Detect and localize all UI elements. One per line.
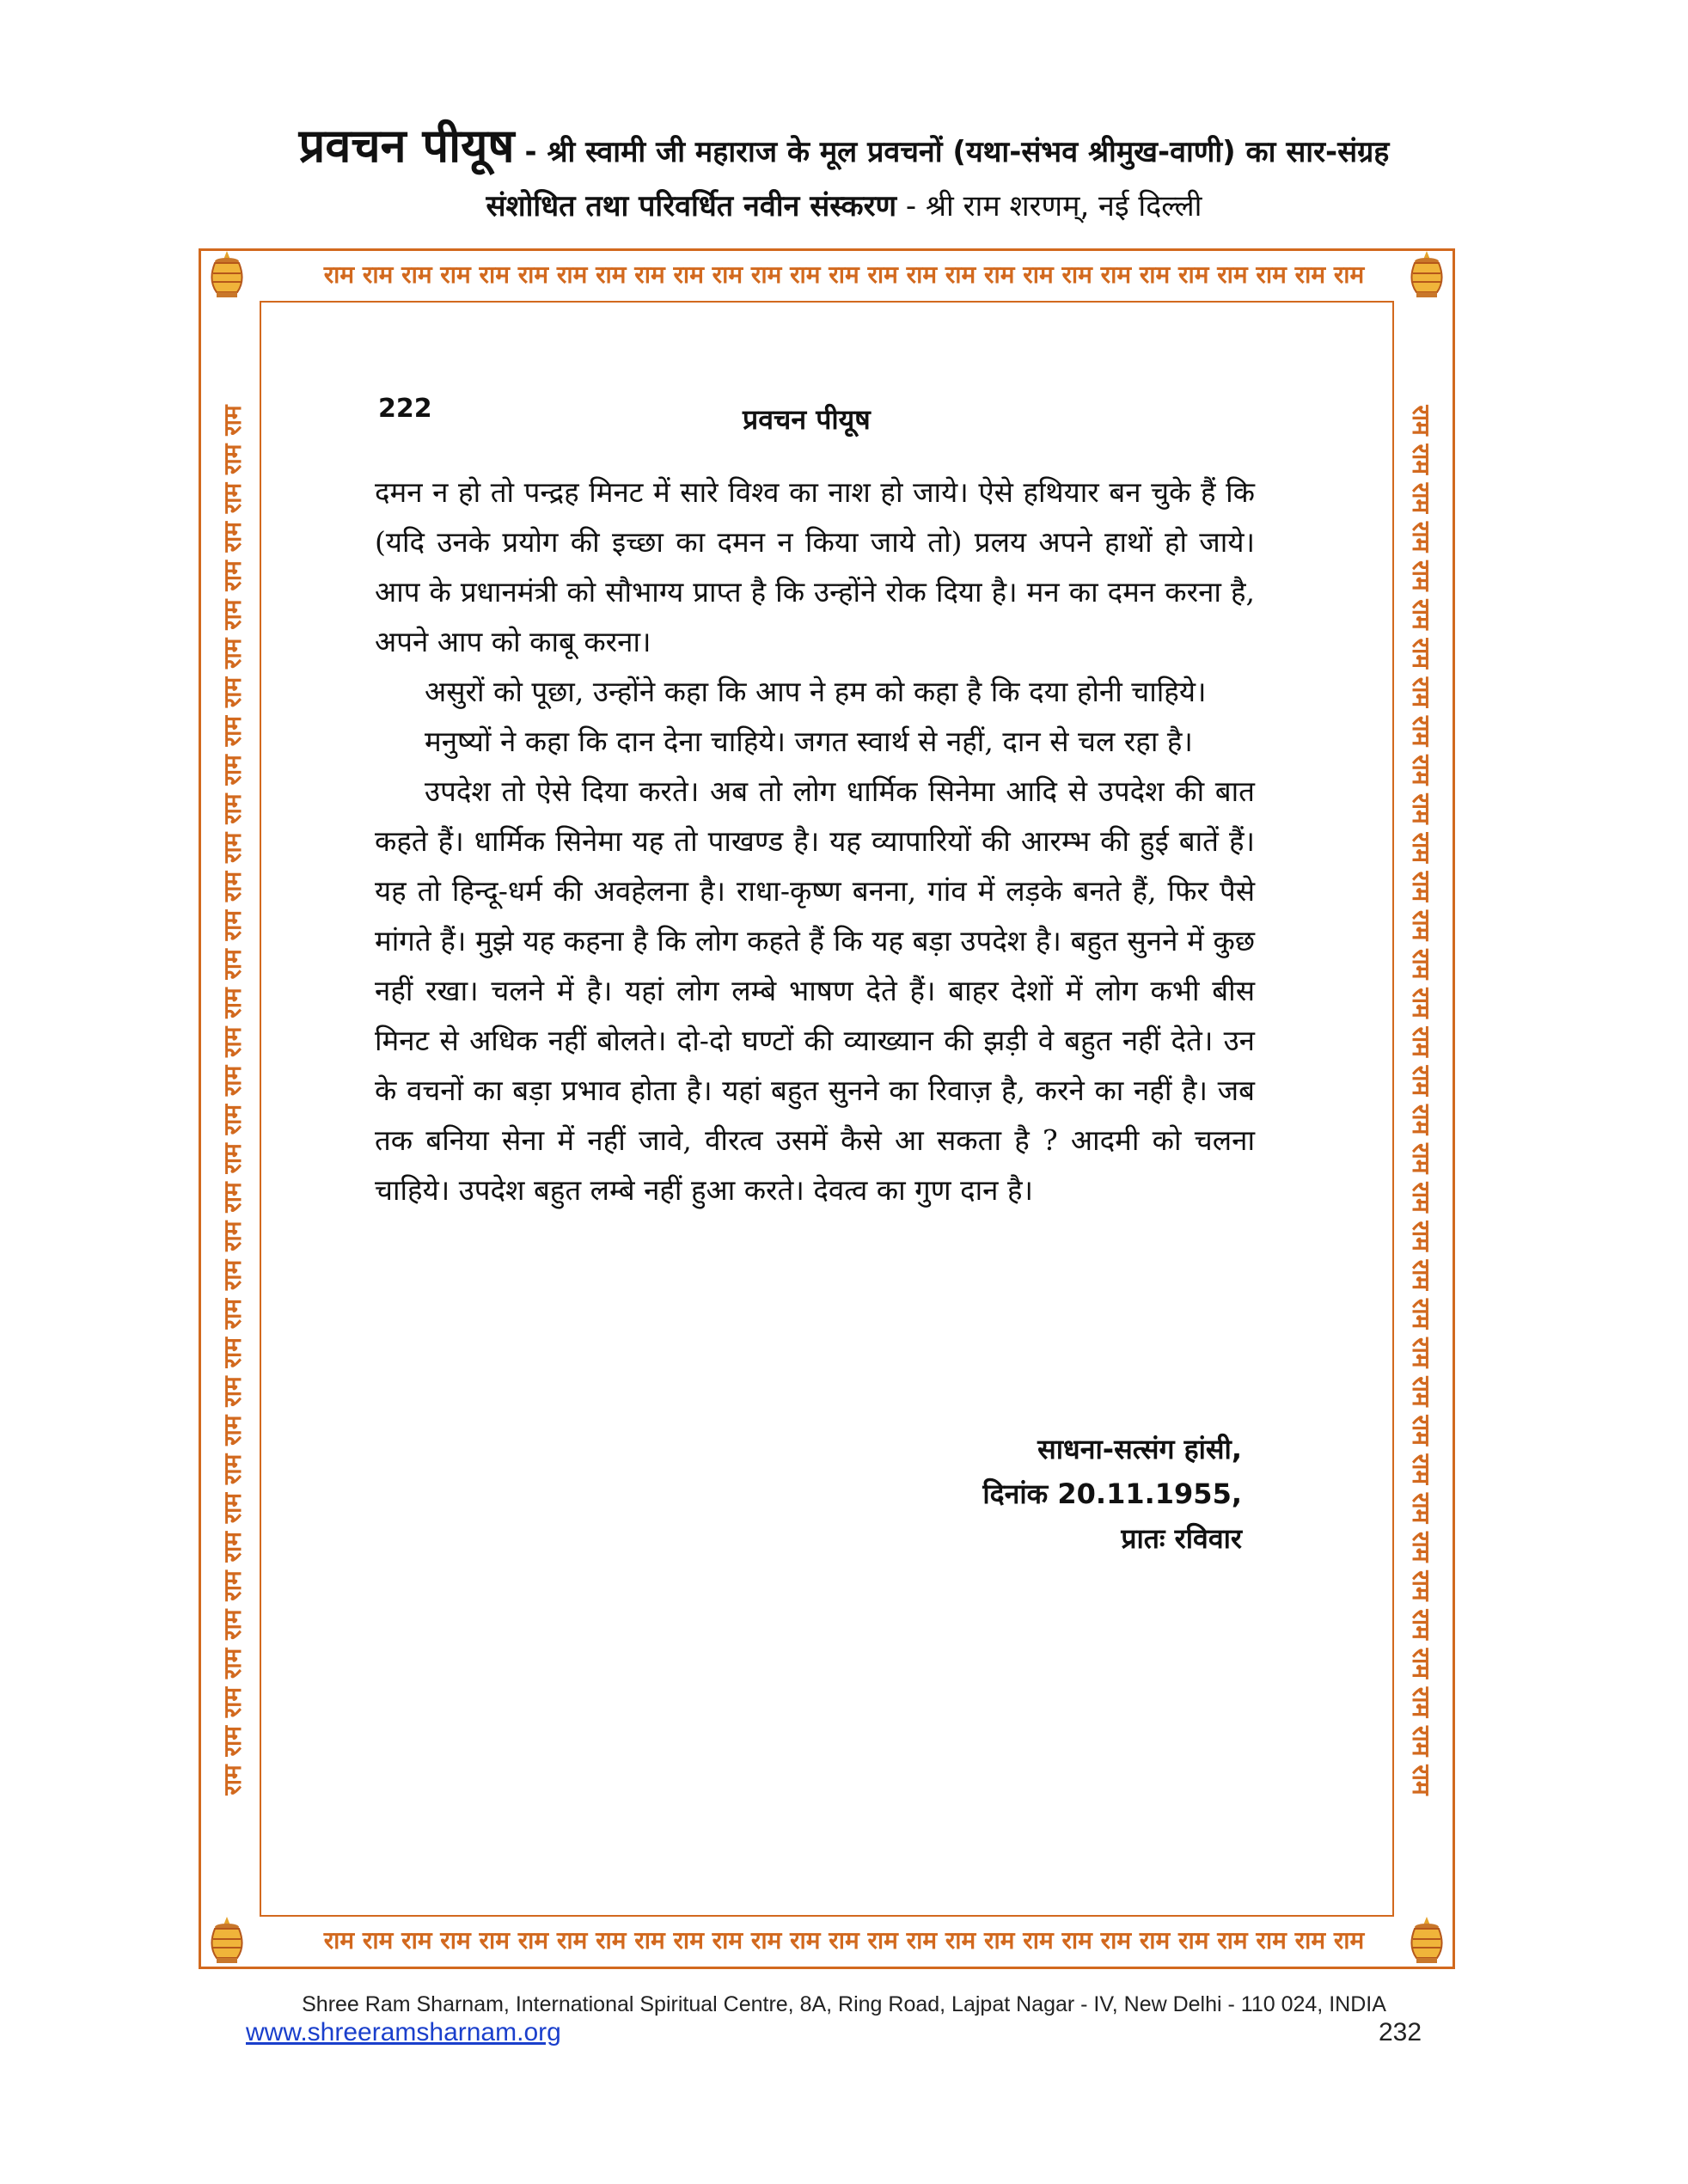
footer-address: Shree Ram Sharnam, International Spiritual Centre, 8A, Ring Road, Lajpat Nagar - IV, New Delhi - 110 024, INDIA [302, 1992, 1386, 2016]
document-header [0, 112, 1688, 175]
signoff-block [859, 1427, 1242, 1561]
border-right-ram-column [1399, 318, 1442, 1882]
publisher-label: - श्री राम शरणम्, नई दिल्ली [896, 189, 1202, 223]
border-top-ram-text: राम राम राम राम राम राम राम राम राम राम राम राम राम राम राम राम राम राम राम राम राम राम राम राम राम राम राम [323, 260, 1365, 289]
kalash-icon [199, 248, 254, 303]
body-text [375, 468, 1255, 1215]
border-bottom-ram-text: राम राम राम राम राम राम राम राम राम राम राम राम राम राम राम राम राम राम राम राम राम राम राम राम राम राम राम [323, 1926, 1365, 1955]
book-subtitle: श्री स्वामी जी महाराज के मूल प्रवचनों (यथा-संभव श्रीमुख-वाणी) का सार-संग्रह [547, 135, 1390, 169]
signoff-time: प्रातः रविवार [1121, 1522, 1242, 1555]
edition-line [0, 185, 1688, 224]
border-left-ram-column [211, 318, 254, 1882]
signoff-place: साधना-सत्संग हांसी, [1037, 1433, 1242, 1465]
signoff-date: दिनांक 20.11.1955, [982, 1477, 1242, 1510]
scan-page-number: 222 [378, 394, 432, 424]
title-separator: - [514, 135, 547, 169]
border-right-ram-text: राम राम राम राम राम राम राम राम राम राम राम राम राम राम राम राम राम राम राम राम राम राम राम राम राम राम राम राम राम राम राम राम राम राम राम राम [1407, 405, 1435, 1796]
paragraph: उपदेश तो ऐसे दिया करते। अब तो लोग धार्मिक सिनेमा आदि से उपदेश की बात कहते हैं। धार्मिक सिनेमा यह तो पाखण्ड है। यह व्यापारियों की आरम्भ की हुई बातें हैं। यह तो हिन्दू-धर्म की अवहेलना है। राधा-कृष्ण बनना, गांव में लड़के बनते हैं, फिर पैसे मांगते हैं। मुझे यह कहना है कि लोग कहते हैं कि यह बड़ा उपदेश है। बहुत सुनने में कुछ नहीं रखा। चलने में है। यहां लोग लम्बे भाषण देते हैं। बाहर देशों में लोग कभी बीस मिनट से अधिक नहीं बोलते। दो-दो घण्टों की व्याख्यान की झड़ी वे बहुत नहीं देते। उन के वचनों का बड़ा प्रभाव होता है। यहां बहुत सुनने का रिवाज़ है, करने का नहीं है। जब तक बनिया सेना में नहीं जावे, वीरत्व उसमें कैसे आ सकता है ? आदमी को चलना चाहिये। उपदेश बहुत लम्बे नहीं हुआ करते। देवत्व का गुण दान है। [375, 774, 1255, 1207]
paragraph: मनुष्यों ने कहा कि दान देना चाहिये। जगत स्वार्थ से नहीं, दान से चल रहा है। [425, 725, 1193, 758]
edition-label: संशोधित तथा परिवर्धित नवीन संस्करण [486, 189, 897, 223]
footer-page-number: 232 [1379, 2018, 1422, 2046]
kalash-icon [199, 1913, 254, 1968]
paragraph: असुरों को पूछा, उन्होंने कहा कि आप ने हम को कहा है कि दया होनी चाहिये। [425, 675, 1207, 708]
book-title: प्रवचन पीयूष [298, 119, 515, 173]
paragraph: दमन न हो तो पन्द्रह मिनट में सारे विश्व का नाश हो जाये। ऐसे हथियार बन चुके हैं कि (यदि उनके प्रयोग की इच्छा का दमन न किया जाये तो) प्रलय अपने हाथों हो जाये। आप के प्रधानमंत्री को सौभाग्य प्राप्त है कि उन्होंने रोक दिया है। मन का दमन करना है, अपने आप को काबू करना। [375, 475, 1255, 658]
kalash-icon [1399, 1913, 1454, 1968]
website-link[interactable]: www.shreeramsharnam.org [246, 2018, 561, 2046]
kalash-icon [1399, 248, 1454, 303]
scan-running-head: प्रवचन पीयूष [743, 403, 871, 436]
border-left-ram-text: राम राम राम राम राम राम राम राम राम राम राम राम राम राम राम राम राम राम राम राम राम राम राम राम राम राम राम राम राम राम राम राम राम राम राम राम [218, 405, 247, 1796]
